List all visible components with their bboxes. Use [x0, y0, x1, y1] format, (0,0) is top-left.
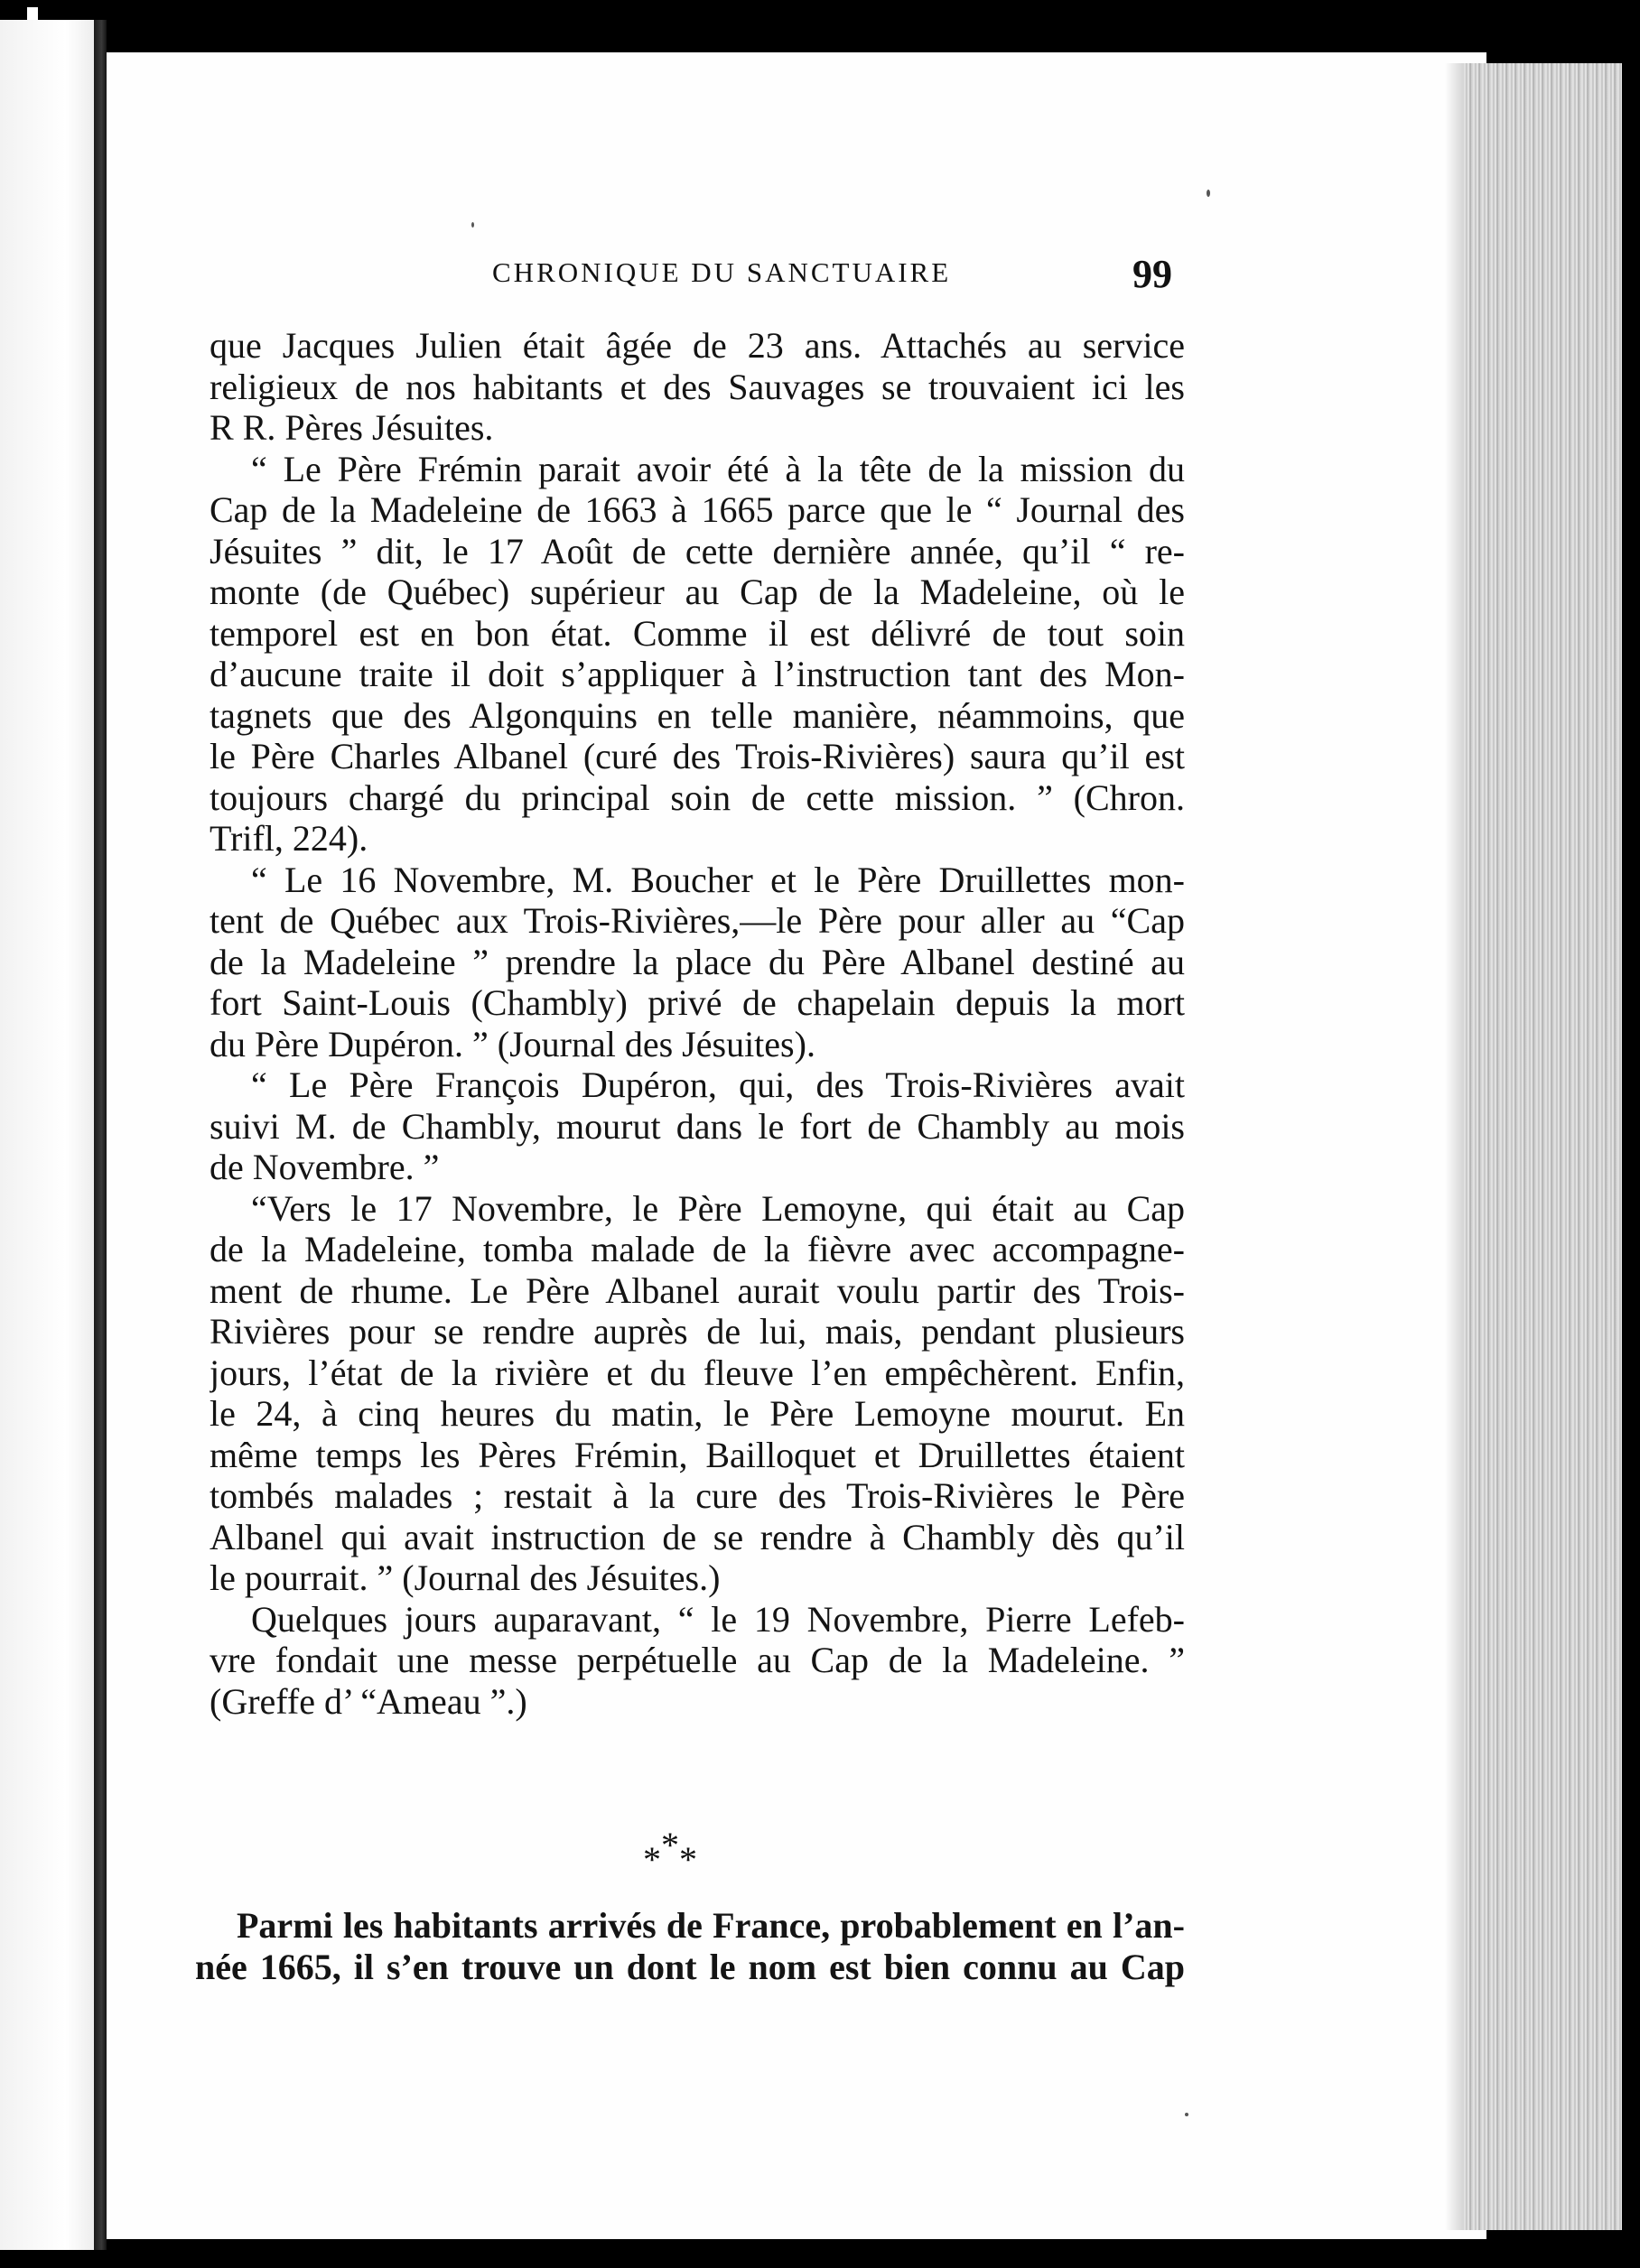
section-break-asterism — [643, 1824, 715, 1878]
text-line: Albanel qui avait instruction de se rendre à Chambly dès qu’il — [210, 1516, 1185, 1557]
book-gutter — [94, 20, 107, 2250]
page-number: 99 — [1132, 252, 1172, 296]
text-line: tagnets que des Algonquins en telle manière, néammoins, que — [210, 694, 1185, 736]
text-line: religieux de nos habitants et des Sauvages se trouvaient ici les — [210, 366, 1185, 407]
text-line: monte (de Québec) supérieur au Cap de la Madeleine, où le — [210, 572, 1185, 612]
text-line: ment de rhume. Le Père Albanel aurait voulu partir des Trois- — [210, 1269, 1185, 1311]
text-line: d’aucune traite il doit s’appliquer à l’instruction tant des Mon- — [210, 654, 1185, 694]
text-line: “ Le Père François Dupéron, qui, des Trois-Rivières avait — [251, 1064, 1185, 1105]
text-line: le Père Charles Albanel (curé des Trois-Rivières) saura qu’il est — [210, 736, 1185, 776]
text-line: tombés malades ; restait à la cure des Trois-Rivières le Père — [210, 1475, 1185, 1516]
book-fore-edge — [1463, 63, 1622, 2230]
text-line: (Greffe d’ “Ameau ”.) — [210, 1680, 527, 1722]
text-line: Quelques jours auparavant, “ le 19 Novembre, Pierre Lefeb- — [251, 1598, 1185, 1640]
text-line: née 1665, il s’en trouve un dont le nom est bien connu au Cap — [195, 1946, 1185, 1987]
text-line: temporel est en bon état. Comme il est délivré de tout soin — [210, 612, 1185, 654]
text-line: R R. Pères Jésuites. — [210, 407, 494, 448]
text-line: Parmi les habitants arrivés de France, probablement en l’an- — [237, 1905, 1185, 1946]
running-head: CHRONIQUE DU SANCTUAIRE — [492, 256, 952, 288]
scan-speck — [1185, 2113, 1188, 2116]
text-line: que Jacques Julien était âgée de 23 ans. Attachés au service — [210, 325, 1185, 366]
text-line: vre fondait une messe perpétuelle au Cap de la Madeleine. ” — [210, 1640, 1185, 1680]
text-line: “ Le Père Frémin parait avoir été à la tête de la mission du — [251, 448, 1185, 489]
facing-page-edge — [0, 20, 94, 2250]
text-line: du Père Dupéron. ” (Journal des Jésuites). — [210, 1023, 815, 1064]
closing-paragraph — [195, 1905, 1185, 1987]
asterisk: * — [643, 1839, 661, 1880]
text-line: Jésuites ” dit, le 17 Août de cette dernière année, qu’il “ re- — [210, 530, 1185, 572]
text-line: de la Madeleine ” prendre la place du Père Albanel destiné au — [210, 941, 1185, 982]
text-line: fort Saint-Louis (Chambly) privé de chapelain depuis la mort — [210, 982, 1185, 1023]
text-line: tent de Québec aux Trois-Rivières,—le Père pour aller au “Cap — [210, 900, 1185, 941]
text-line: le 24, à cinq heures du matin, le Père Lemoyne mourut. En — [210, 1393, 1185, 1434]
text-line: de Novembre. ” — [210, 1147, 440, 1187]
text-line: “ Le 16 Novembre, M. Boucher et le Père Druillettes mon- — [251, 859, 1185, 900]
text-line: de la Madeleine, tomba malade de la fièvre avec accompagne- — [210, 1229, 1185, 1269]
body-text — [210, 325, 1185, 1722]
text-line: “Vers le 17 Novembre, le Père Lemoyne, qui était au Cap — [251, 1187, 1185, 1229]
asterisk: * — [661, 1825, 679, 1865]
scan-speck — [471, 222, 474, 228]
text-line: même temps les Pères Frémin, Bailloquet et Druillettes étaient — [210, 1434, 1185, 1475]
asterisk: * — [679, 1839, 697, 1880]
text-line: Trifl, 224). — [210, 818, 368, 859]
scan-speck — [1207, 190, 1210, 197]
text-line: Rivières pour se rendre auprès de lui, mais, pendant plusieurs — [210, 1311, 1185, 1352]
text-line: le pourrait. ” (Journal des Jésuites.) — [210, 1557, 721, 1598]
text-line: toujours chargé du principal soin de cette mission. ” (Chron. — [210, 776, 1185, 818]
text-line: suivi M. de Chambly, mourut dans le fort de Chambly au mois — [210, 1105, 1185, 1147]
text-line: jours, l’état de la rivière et du fleuve l’en empêchèrent. Enfin, — [210, 1352, 1185, 1393]
text-line: Cap de la Madeleine de 1663 à 1665 parce que le “ Journal des — [210, 489, 1185, 530]
